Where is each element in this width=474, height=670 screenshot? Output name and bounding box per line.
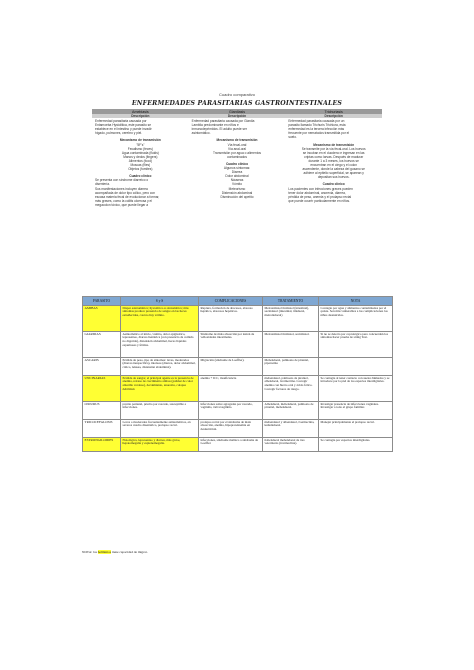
clinical-heading: Cuadro clínico	[322, 182, 345, 187]
cell-note: Se contagia al tener contacto con suelos húmedos y se introduce por la piel de los espacios interdigitales.	[319, 376, 393, 402]
cell-treat: Albendazol, mebendazol, palmoato de pirantel, mebendazol.	[263, 402, 319, 420]
clinical-line: que puede ocurrir particularmente en niños.	[288, 198, 351, 203]
cell-sys: Pérdida de sangre; el principal agente es la presencia de anemia, retraso de crecimiento ambos (palidez de color amarillo verdoso), decaimiento, anorexia, colapsa debilidad.	[121, 376, 199, 402]
table-row	[83, 420, 393, 438]
footnote-highlight: helmintos	[97, 550, 112, 554]
transmission-heading: Mecanismo de transmisión	[216, 138, 258, 143]
description-line: frecuente por nematodos transmitida por el	[288, 131, 350, 136]
cell-sys: Asintomático al inicio, vómito, dolor epigástrico, lepresenteo, diarrea lientérica (con presencia de comida no digerida), distensión abdominal, heces líquidas espumosas y fétidas.	[121, 332, 199, 358]
clinical-line: Distensión abdominal	[221, 190, 253, 195]
cell-name: OXIURUS	[83, 402, 121, 420]
description-line: asintomático.	[191, 131, 211, 136]
clinical-line: Dolor abdominal	[225, 174, 249, 179]
transmission-line: adhiere al epitelio superficial, se aparean y	[303, 171, 364, 176]
cell-comp: infecciones sobre agregadas por rascado, vaginitis, vulvovaginitis.	[199, 402, 263, 420]
transmission-line: criptas como larvas. Después de madurar	[304, 154, 364, 159]
clinical-heading: Cuadro clínico	[129, 174, 152, 179]
table-row	[83, 306, 393, 332]
comparison-title: ENFERMEDADES PARASITARIAS GASTROINTESTINALES	[131, 100, 343, 107]
cell-note: Se contagia por espacios interdigitales.	[319, 438, 393, 452]
cell-sys: Pérdida de peso, tipo de síntomas: leves, moderados (diarrea inespecífica), intensos (diarrea, dolor abdominal, cólico, náusea, distensión abdominal).	[121, 358, 199, 376]
description-line: parasito llamado Trichuris Trichiura, esta	[288, 123, 346, 128]
table-row	[83, 358, 393, 376]
cell-comp: infecciones, síndrome maláico a síndrome de Loeffler	[199, 438, 263, 452]
cell-note: Manejar principalmente el prolapso rectal.	[319, 420, 393, 438]
col-complicaciones: COMPLICACIONES	[199, 297, 263, 306]
transmission-line: Moscas (flies)	[130, 163, 151, 168]
table-row	[83, 402, 393, 420]
comparison-column	[92, 114, 189, 207]
clinical-line: Algunos síntomas:	[223, 166, 251, 171]
cell-note: Si no se detecta por coprológico pero concuerdan los síntomas hacer prueba de string Test.	[319, 332, 393, 358]
transmission-line: contaminados	[227, 154, 247, 159]
description-line: hígado, pulmones, cerebro y piel.	[95, 131, 143, 136]
transmission-heading: Mecanismo de transmisión	[119, 138, 161, 143]
description-line: inmunodeprimidos. El adulto puede ser	[191, 127, 247, 132]
cell-treat: tiabendazol mebendazol de tres veterinario (ivermectina).	[263, 438, 319, 452]
cell-comp: anemia + ICC, insuficiencia	[199, 376, 263, 402]
cell-note: Investigar presencia de infecciones vaginales. Investigar a todo el grupo familiar.	[319, 402, 393, 420]
clinical-line: más graves, como la colitis ulcerosa y el	[95, 198, 153, 203]
clinical-line: tener dolor abdominal, anorexia, diarrea,	[288, 190, 346, 195]
description-line: Enfermedad parasitaria causada por un	[288, 119, 345, 124]
description-line: establece en el intestino y puede invadir	[95, 127, 152, 132]
header-giardiasis: Giardiasis	[189, 109, 286, 114]
clinical-line: pérdida de peso, anemia y el prolapso rectal	[288, 194, 352, 199]
cell-treat: Mebendazol, palmoato de pirantel, piperazina	[263, 358, 319, 376]
transmission-line: durante 1 a 3 meses, los huevos se	[308, 158, 359, 163]
cell-comp: Síndrome de mala absorción por lesión de vellosidades intestinales.	[199, 332, 263, 358]
description-line: suelo.	[288, 135, 297, 140]
description-heading: Descripción	[92, 114, 189, 118]
parasite-table-header	[83, 297, 393, 306]
clinical-line: Vómito	[232, 182, 242, 187]
description-line: Enfermedad parasitaria causada por Giardia	[191, 119, 255, 124]
cell-treat: mebendazol y albendazol, ivermectina, kultenidazol.	[263, 420, 319, 438]
footnote	[82, 550, 148, 554]
cell-name: GIARDIAS	[83, 332, 121, 358]
footnote-prefix: NOTA: los	[82, 550, 98, 554]
table-row	[83, 438, 393, 452]
clinical-line: Los pacientes con infecciones graves pueden	[288, 186, 353, 191]
clinical-line: escasa materia fecal de evolucionar a formar,	[95, 194, 160, 199]
clinical-line: Diarrea	[231, 170, 243, 175]
col-nota: NOTA	[319, 297, 393, 306]
col-parasito: PARASITO	[83, 297, 121, 306]
description-line: Lamblia predominante en niños e	[191, 123, 239, 128]
cell-name: ASCARIS	[83, 358, 121, 376]
clinical-line: Sus manifestaciones incluyen diarrea	[95, 186, 148, 191]
transmission-line: Fecalismo (feces)	[127, 146, 153, 151]
clinical-line: acompañada de dolor tipo cólico, pero con	[95, 190, 156, 195]
parasite-table	[82, 296, 393, 452]
cell-treat: mebendazol, palmoato de pirantel, albendazol, ivermectina. Corregir anemia con hierro oral y ácido fólico. Corregir factores de riesgo.	[263, 376, 319, 402]
comparison-columns	[92, 114, 382, 207]
cell-comp: Migración (síndrome de Loeffler).	[199, 358, 263, 376]
transmission-line: Alimentos (food)	[128, 158, 152, 163]
transmission-line: Vía anal-oral	[227, 146, 247, 151]
clinical-line: disentería.	[95, 182, 110, 187]
cell-sys: Dispar asintomática; hystolítica es sintomática; más síntomas produce presencia de sangre en las heces estreñecidas, casi no hay vómito.	[121, 306, 199, 332]
header-amebiasis: Amebiasis	[92, 109, 189, 114]
description-line: Enfermedad parasitaria causada por	[95, 119, 147, 124]
header-trichuriasis: Trichuriasis	[285, 109, 382, 114]
clinical-line: Disminución del apetito	[220, 194, 254, 199]
cell-comp: prolapso rectal por el síndrome de mala absorción, anemia, hipoproteinemia en desnutrición.	[199, 420, 263, 438]
cell-note	[319, 358, 393, 376]
cell-sys: Fisiológica, lepresenteo y diarrea, más grave, hepatomegalia y esplenomegalia.	[121, 438, 199, 452]
clinical-heading: Cuadro clínico	[225, 161, 249, 166]
transmission-line: Objetos (fomites)	[128, 167, 153, 172]
cell-name: TRICOCEFALOSIS	[83, 420, 121, 438]
cell-sys: prurito perianal, prurito por rascado, susceptible a infecciones.	[121, 402, 199, 420]
table-row	[83, 376, 393, 402]
transmission-line: ascendente, donde la cabeza del gusano se	[302, 167, 365, 172]
transmission-line: Agua contaminada (fluids)	[121, 150, 159, 155]
cell-treat: Metronidazol tinidazol, secnidazol.	[263, 332, 319, 358]
footnote-suffix: tiene capacidad de migrar.	[111, 550, 148, 554]
transmission-line: depositan sus huevos.	[317, 175, 350, 180]
comparison-caption: Cuadro comparativo	[218, 92, 256, 97]
transmission-heading: Mecanismo de transmisión	[313, 142, 355, 147]
transmission-line: "5F's"	[136, 142, 145, 147]
cell-name: AMIBAS	[83, 306, 121, 332]
cell-name: UNCINARIAS	[83, 376, 121, 402]
cell-comp: Ruptura, formación de abscesos, absceso hepático, abscesos hepáticos.	[199, 306, 263, 332]
transmission-line: Transmisión por agua o alimentos	[213, 150, 261, 155]
comparison-column	[189, 114, 286, 207]
cell-name: ESTRONGILOIDES	[83, 438, 121, 452]
cell-note: Contagio por agua y alimentos contaminados por el quiste. Son más vulnerables a las complicaciones los niños desnutridos.	[319, 306, 393, 332]
clinical-line: Náuseas	[230, 178, 244, 183]
table-row	[83, 332, 393, 358]
description-line: enfermedad es la tercera infección más	[288, 127, 345, 132]
cell-treat: Metronidazol tinidazol (intestinal), secnidazol (intestinal, tinidazol, metronidazol)	[263, 306, 319, 332]
comparison-column	[285, 114, 382, 207]
description-heading: Descripción	[285, 114, 382, 118]
transmission-line: Vía fecal-oral	[227, 142, 247, 147]
transmission-line: encuentran en el ciego y el colon	[310, 163, 357, 168]
clinical-line: Meteorismo	[228, 186, 246, 191]
col-sys: S y S	[121, 297, 199, 306]
comparative-table	[92, 92, 382, 207]
clinical-line: Se presenta con síndrome diarreico o	[95, 178, 149, 183]
description-line: Entamoeba Hystolitica, este parasito se	[95, 123, 151, 128]
description-heading: Descripción	[189, 114, 286, 118]
cell-sys: Leves o moderados frecuentemente asintomáticos, en severos cuadro disentérico, prolapso rectal.	[121, 420, 199, 438]
transmission-line: se incuban en el duodeno e ingresan en las	[302, 150, 365, 155]
clinical-line: megacolon tóxico, que puede llegar a	[95, 202, 148, 207]
col-tratamiento: TRATAMIENTO	[263, 297, 319, 306]
transmission-line: Manos y dedos (fingers)	[123, 154, 158, 159]
transmission-line: Se transmite por la vía fecal-oral. Los huevos	[301, 146, 366, 151]
